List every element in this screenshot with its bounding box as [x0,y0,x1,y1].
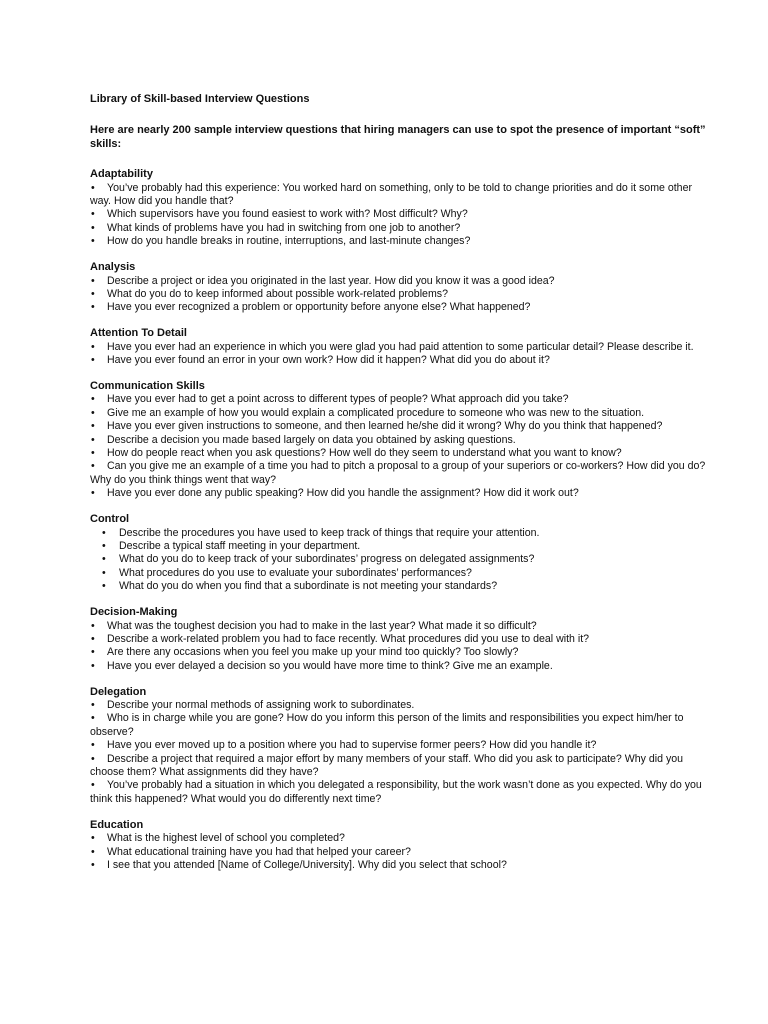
question-item: • Describe a typical staff meeting in your department. [90,540,708,553]
question-item: • Which supervisors have you found easiest to work with? Most difficult? Why? [90,208,708,221]
section-communication-skills [90,380,708,501]
question-item: • What educational training have you had that helped your career? [90,846,708,859]
question-item: • How do people react when you ask questions? How well do they seem to understand what you want to know? [90,447,708,460]
question-list [90,341,708,368]
question-item: • What do you do to keep track of your subordinates’ progress on delegated assignments? [90,553,708,566]
section-heading: Delegation [90,685,147,698]
question-item: • What do you do when you find that a subordinate is not meeting your standards? [90,580,708,593]
question-list [90,275,708,315]
section-heading: Education [90,818,144,831]
question-item: • Have you ever found an error in your own work? How did it happen? What did you do about it? [90,354,708,367]
document-title: Library of Skill-based Interview Questions [90,93,310,105]
question-list [90,527,708,594]
question-item: • Describe a project that required a major effort by many members of your staff. Who did you ask to participate? Why did you choose them? What assignments did they have? [90,753,708,780]
section-adaptability [90,168,708,248]
question-item: • Describe the procedures you have used to keep track of things that require your attention. [90,527,708,540]
question-list [90,182,708,249]
section-heading: Adaptability [90,168,153,181]
question-item: • Have you ever had to get a point across to different types of people? What approach did you take? [90,393,708,406]
document-intro: Here are nearly 200 sample interview questions that hiring managers can use to spot the presence of important “soft” skills: [90,124,706,150]
question-item: • Have you ever recognized a problem or opportunity before anyone else? What happened? [90,301,708,314]
question-item: • Can you give me an example of a time you had to pitch a proposal to a group of your superiors or co-workers? How did you do? Why do you think things went that way? [90,460,708,487]
question-item: • Describe a project or idea you originated in the last year. How did you know it was a good idea? [90,275,708,288]
question-list [90,699,708,806]
question-item: • Have you ever delayed a decision so you would have more time to think? Give me an example. [90,660,708,673]
question-item: • Are there any occasions when you feel you make up your mind too quickly? Too slowly? [90,646,708,659]
section-control [90,513,708,593]
question-item: • What was the toughest decision you had to make in the last year? What made it so difficult? [90,620,708,633]
question-list [90,393,708,500]
section-education [90,819,708,873]
question-item: • What is the highest level of school you completed? [90,832,708,845]
question-sections [90,168,708,872]
section-analysis [90,261,708,315]
question-item: • Who is in charge while you are gone? How do you inform this person of the limits and responsibilities you expect him/her to observe? [90,712,708,739]
question-item: • What procedures do you use to evaluate your subordinates’ performances? [90,567,708,580]
question-item: • Have you ever given instructions to someone, and then learned he/she did it wrong? Why do you think that happened? [90,420,708,433]
question-item: • Have you ever had an experience in which you were glad you had paid attention to some particular detail? Please describe it. [90,341,708,354]
question-item: • Describe a decision you made based largely on data you obtained by asking questions. [90,434,708,447]
question-item: • Give me an example of how you would explain a complicated procedure to someone who was new to the situation. [90,407,708,420]
section-heading: Decision-Making [90,606,178,619]
question-item: • Describe a work-related problem you had to face recently. What procedures did you use to deal with it? [90,633,708,646]
question-item: • Describe your normal methods of assigning work to subordinates. [90,699,708,712]
question-list [90,832,708,872]
question-item: • Have you ever moved up to a position where you had to supervise former peers? How did you handle it? [90,739,708,752]
section-heading: Control [90,513,130,526]
section-heading: Analysis [90,261,136,274]
section-heading: Communication Skills [90,380,205,392]
question-item: • What do you do to keep informed about possible work-related problems? [90,288,708,301]
section-attention-to-detail [90,327,708,367]
question-item: • You’ve probably had this experience: You worked hard on something, only to be told to change priorities and do it some other way. How did you handle that? [90,182,708,209]
question-item: • What kinds of problems have you had in switching from one job to another? [90,222,708,235]
section-heading: Attention To Detail [90,327,187,340]
question-item: • I see that you attended [Name of College/University]. Why did you select that school? [90,859,708,872]
question-item: • Have you ever done any public speaking? How did you handle the assignment? How did it work out? [90,487,708,500]
section-delegation [90,686,708,807]
section-decision-making [90,606,708,673]
question-item: • How do you handle breaks in routine, interruptions, and last-minute changes? [90,235,708,248]
question-item: • You’ve probably had a situation in which you delegated a responsibility, but the work wasn’t done as you expected. Why do you think this happened? What would you do differently next time? [90,779,708,806]
question-list [90,620,708,674]
